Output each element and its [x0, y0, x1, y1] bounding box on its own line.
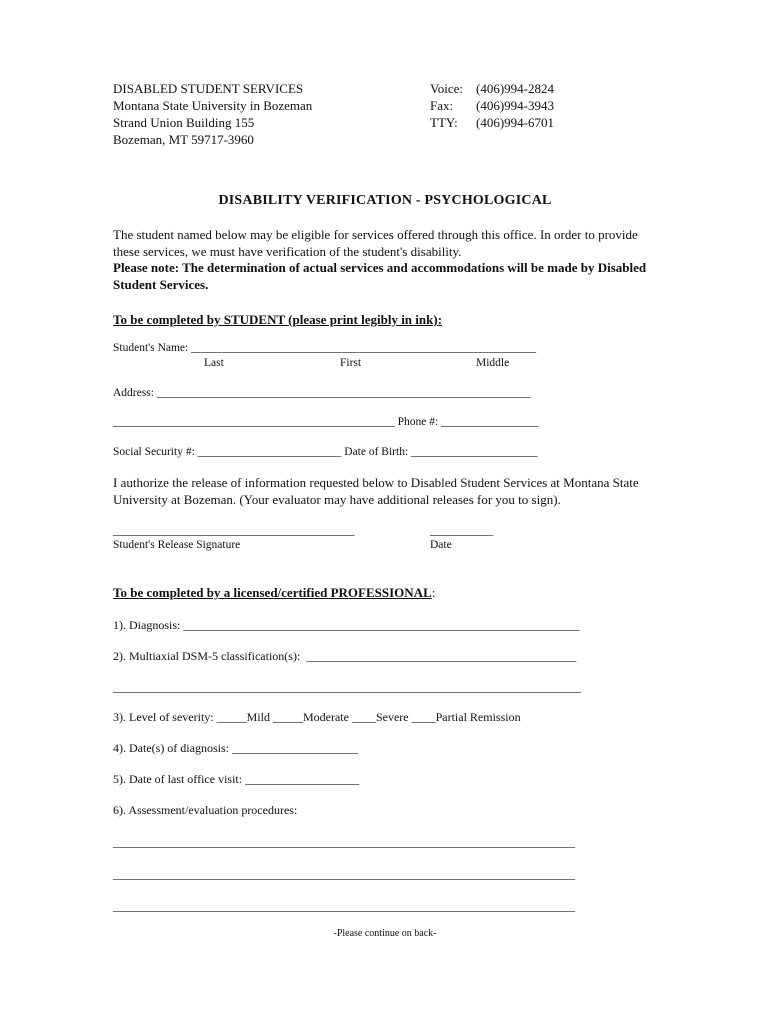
- professional-heading-colon: :: [431, 585, 436, 600]
- dsm5-extra-line[interactable]: ______________________________________________________________________________: [113, 680, 581, 694]
- authorization-statement: I authorize the release of information requested below to Disabled Student Services at Montana State University at Bozeman. (Your evaluator may have additional releases for you to sign).: [113, 475, 639, 507]
- building-line: Strand Union Building 155: [113, 115, 255, 130]
- contact-fax: [430, 97, 554, 114]
- name-last-label: Last: [204, 357, 224, 369]
- contact-value: (406)994-2824: [476, 81, 554, 96]
- student-name-field[interactable]: Student's Name: ____________________________________________________________: [113, 342, 537, 354]
- intro-note: Please note: The determination of actual services and accommodations will be made by Disabled Student Services.: [113, 260, 647, 292]
- form-title: DISABILITY VERIFICATION - PSYCHOLOGICAL: [218, 193, 552, 208]
- contact-value: (406)994-6701: [476, 115, 554, 130]
- contact-voice: [430, 80, 554, 97]
- date-of-diagnosis-field[interactable]: 4). Date(s) of diagnosis: _____________________: [113, 741, 358, 755]
- severity-field[interactable]: 3). Level of severity: _____Mild _____Moderate ____Severe ____Partial Remission: [113, 710, 521, 724]
- professional-section-heading: [113, 584, 435, 601]
- assessment-label: 6). Assessment/evaluation procedures:: [113, 803, 298, 817]
- assessment-line[interactable]: _____________________________________________________________________________: [113, 835, 575, 849]
- city-line: Bozeman, MT 59717-3960: [113, 132, 254, 147]
- office-name: DISABLED STUDENT SERVICES: [113, 81, 304, 96]
- office-address-block: [113, 80, 312, 148]
- address-phone-field[interactable]: _________________________________________________ Phone #: _________________: [113, 416, 539, 428]
- signature-field[interactable]: __________________________________________: [113, 525, 355, 537]
- date-label: Date: [430, 539, 452, 551]
- contact-value: (406)994-3943: [476, 98, 554, 113]
- university-name: Montana State University in Bozeman: [113, 98, 313, 113]
- ssn-dob-field[interactable]: Social Security #: _________________________ Date of Birth: ______________________: [113, 446, 538, 458]
- student-section-heading: To be completed by STUDENT (please print legibly in ink):: [113, 312, 443, 327]
- assessment-line[interactable]: _____________________________________________________________________________: [113, 867, 575, 881]
- signature-label: Student's Release Signature: [113, 539, 241, 551]
- contact-label: Fax:: [430, 98, 454, 113]
- contact-block: [430, 80, 554, 131]
- diagnosis-field[interactable]: 1). Diagnosis: __________________________________________________________________: [113, 618, 580, 632]
- contact-tty: [430, 114, 554, 131]
- name-middle-label: Middle: [476, 357, 510, 369]
- last-visit-field[interactable]: 5). Date of last office visit: ___________________: [113, 772, 360, 786]
- contact-label: Voice:: [430, 81, 463, 96]
- name-first-label: First: [340, 357, 362, 369]
- date-field[interactable]: ___________: [430, 525, 494, 537]
- professional-heading-text: To be completed by a licensed/certified PROFESSIONAL: [113, 585, 432, 600]
- address-field[interactable]: Address: _________________________________________________________________: [113, 387, 531, 399]
- intro-text: The student named below may be eligible for services offered through this office. In order to provide these services, we must have verification of the student's disability.: [113, 227, 638, 259]
- contact-label: TTY:: [430, 115, 458, 130]
- assessment-line[interactable]: _____________________________________________________________________________: [113, 899, 575, 913]
- intro-paragraph: [113, 227, 653, 293]
- continue-on-back-note: -Please continue on back-: [333, 928, 437, 939]
- dsm5-classification-field[interactable]: 2). Multiaxial DSM-5 classification(s): _____________________________________________: [113, 649, 577, 663]
